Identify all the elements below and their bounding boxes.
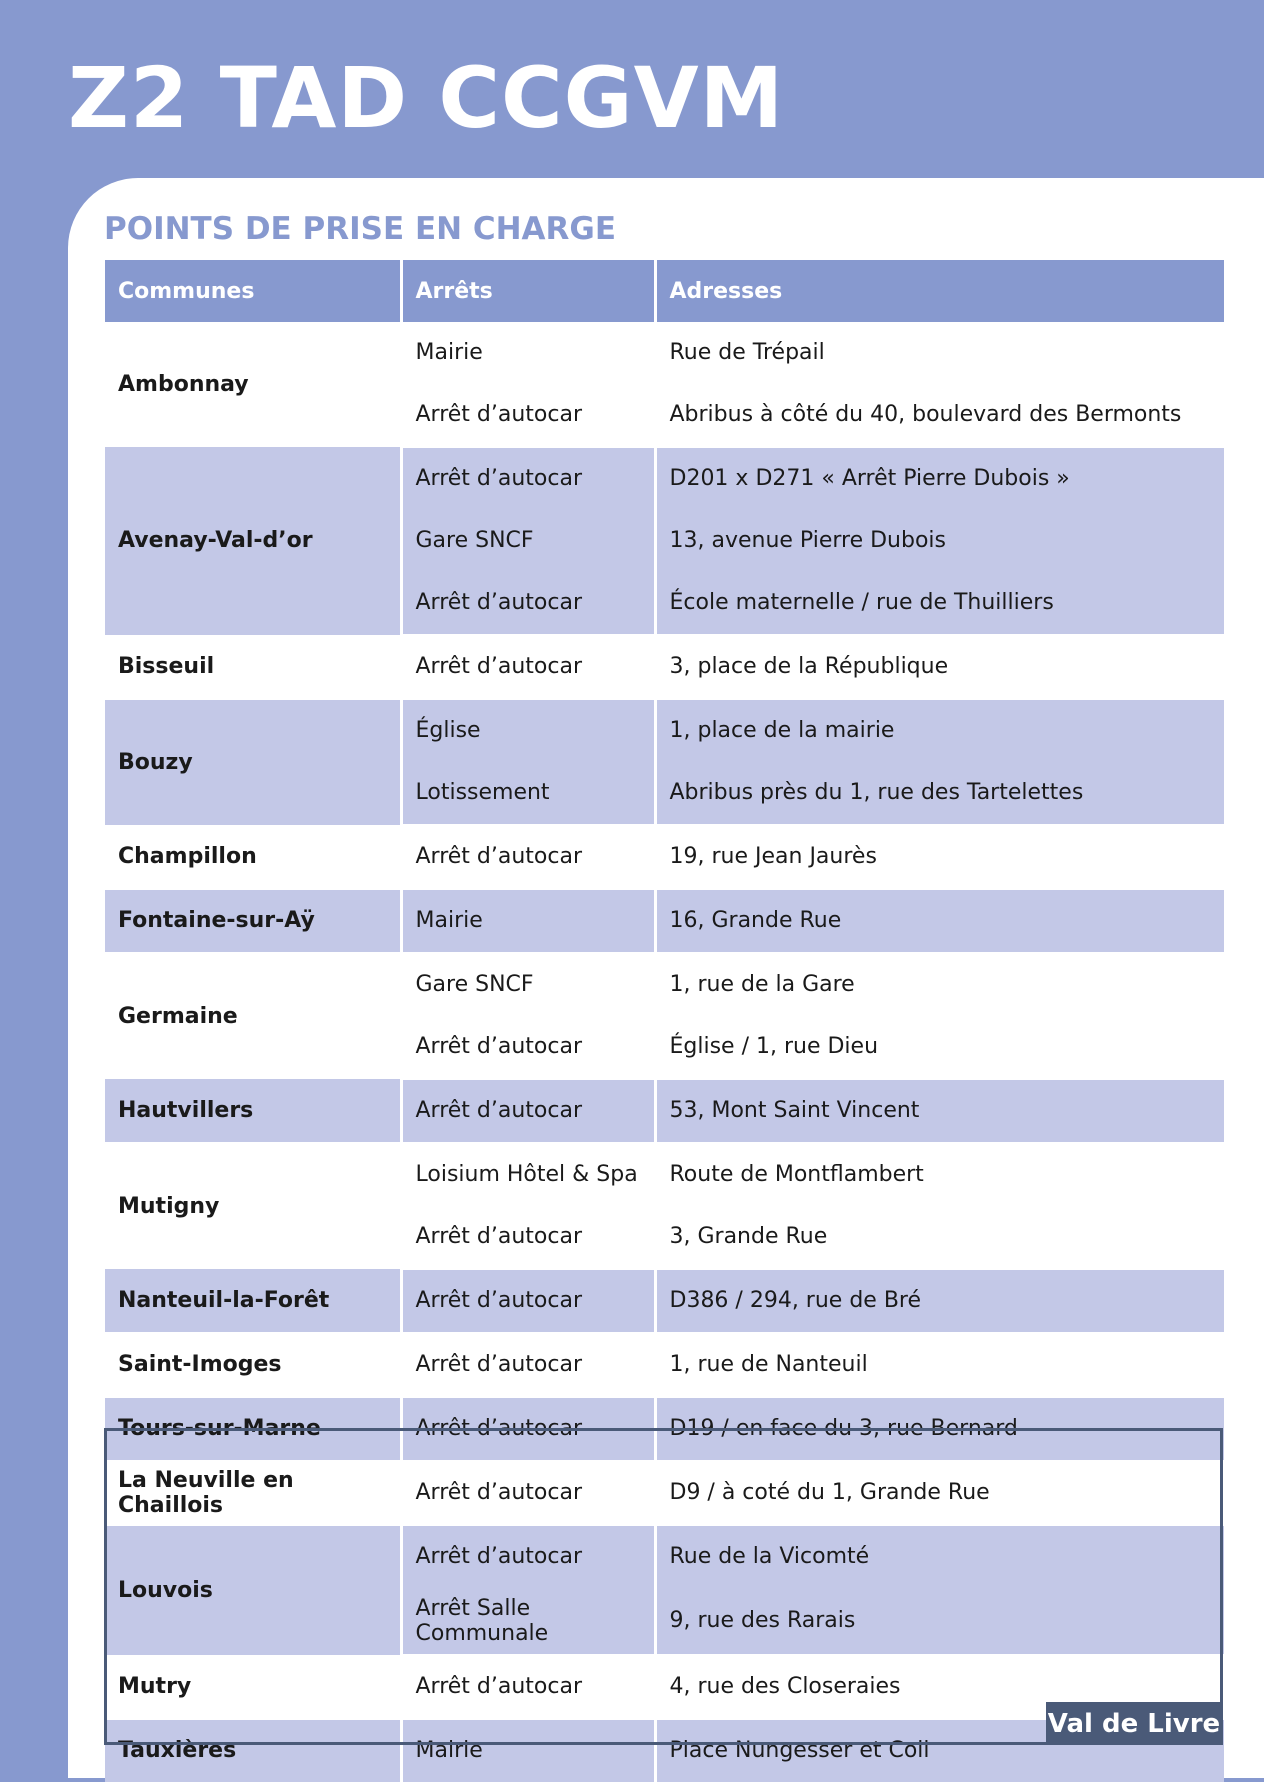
address-cell: 16, Grande Rue (655, 889, 1224, 953)
table-row (105, 1397, 1224, 1461)
commune-cell: Champillon (105, 825, 401, 889)
address-cell: D9 / à coté du 1, Grande Rue (655, 1461, 1224, 1525)
address-cell: 9, rue des Rarais (655, 1588, 1224, 1655)
address-cell: 3, place de la République (655, 635, 1224, 699)
table-row (105, 1143, 1224, 1206)
header-communes: Communes (105, 260, 401, 322)
table-row (105, 825, 1224, 889)
commune-cell: Bisseuil (105, 635, 401, 699)
stop-cell: Arrêt d’autocar (401, 1016, 655, 1079)
stop-cell: Arrêt d’autocar (401, 447, 655, 510)
stop-cell: Arrêt d’autocar (401, 635, 655, 699)
stop-cell: Arrêt d’autocar (401, 1079, 655, 1143)
table-header-row (105, 260, 1224, 322)
commune-cell: Louvois (105, 1525, 401, 1655)
stop-cell: Arrêt d’autocar (401, 1461, 655, 1525)
commune-cell: Fontaine-sur-Aÿ (105, 889, 401, 953)
address-cell: D19 / en face du 3, rue Bernard (655, 1397, 1224, 1461)
stop-cell: Arrêt d’autocar (401, 1655, 655, 1719)
address-cell: 13, avenue Pierre Dubois (655, 510, 1224, 572)
table-row (105, 1525, 1224, 1588)
address-cell: 1, rue de Nanteuil (655, 1333, 1224, 1397)
val-de-livre-badge: Val de Livre (1046, 1702, 1222, 1745)
stop-cell: Arrêt d’autocar (401, 1206, 655, 1269)
commune-cell: Saint-Imoges (105, 1333, 401, 1397)
commune-cell: Nanteuil-la-Forêt (105, 1269, 401, 1333)
table-row (105, 699, 1224, 762)
commune-cell: Mutigny (118, 1193, 220, 1219)
stop-cell: Arrêt d’autocar (401, 1333, 655, 1397)
address-cell: Place Nungesser et Coli (655, 1719, 1224, 1782)
address-cell: Route de Montflambert (655, 1143, 1224, 1206)
header-arrets: Arrêts (401, 260, 655, 322)
address-cell: D201 x D271 « Arrêt Pierre Dubois » (655, 447, 1224, 510)
address-cell: École maternelle / rue de Thuilliers (655, 572, 1224, 635)
stop-cell: Arrêt d’autocar (401, 572, 655, 635)
commune-cell: Germaine (118, 1003, 238, 1029)
commune-cell: La Neuville en Chaillois (105, 1461, 401, 1525)
section-title: POINTS DE PRISE EN CHARGE (104, 211, 617, 247)
stop-cell: Arrêt d’autocar (401, 1269, 655, 1333)
commune-cell: Ambonnay (118, 371, 249, 397)
stop-cell: Arrêt d’autocar (401, 384, 655, 447)
table-row (105, 1461, 1224, 1525)
table-row (105, 889, 1224, 953)
stop-cell: Mairie (401, 1719, 655, 1782)
address-cell: 1, place de la mairie (655, 699, 1224, 762)
address-cell: Rue de Trépail (655, 322, 1224, 384)
address-cell: Abribus près du 1, rue des Tartelettes (655, 762, 1224, 825)
stop-cell: Gare SNCF (401, 510, 655, 572)
address-cell: 53, Mont Saint Vincent (655, 1079, 1224, 1143)
address-cell: Église / 1, rue Dieu (655, 1016, 1224, 1079)
stop-cell: Mairie (401, 322, 655, 384)
stop-cell: Église (401, 699, 655, 762)
commune-cell: Tauxières (105, 1719, 401, 1782)
header-adresses: Adresses (655, 260, 1224, 322)
stop-cell: Mairie (401, 889, 655, 953)
page-title: Z2 TAD CCGVM (68, 49, 785, 147)
table-row (105, 447, 1224, 510)
stop-cell: Loisium Hôtel & Spa (401, 1143, 655, 1206)
commune-cell: Hautvillers (105, 1079, 401, 1143)
address-cell: Abribus à côté du 40, boulevard des Bermonts (655, 384, 1224, 447)
address-cell: 3, Grande Rue (655, 1206, 1224, 1269)
stop-cell: Gare SNCF (401, 953, 655, 1016)
table-row (105, 1333, 1224, 1397)
table-row (105, 635, 1224, 699)
pickup-points-table (105, 260, 1224, 1782)
address-cell: D386 / 294, rue de Bré (655, 1269, 1224, 1333)
table-row (105, 953, 1224, 1016)
commune-cell: Bouzy (105, 699, 401, 825)
commune-cell: Tours-sur-Marne (105, 1397, 401, 1461)
stop-cell: Arrêt d’autocar (401, 825, 655, 889)
address-cell: 4, rue des Closeraies (655, 1655, 1224, 1719)
table-row (105, 322, 1224, 384)
stop-cell: Arrêt d’autocar (401, 1397, 655, 1461)
address-cell: 1, rue de la Gare (655, 953, 1224, 1016)
address-cell: 19, rue Jean Jaurès (655, 825, 1224, 889)
commune-cell: Avenay-Val-d’or (105, 447, 401, 635)
stop-cell: Lotissement (401, 762, 655, 825)
table-row (105, 1079, 1224, 1143)
address-cell: Rue de la Vicomté (655, 1525, 1224, 1588)
stop-cell: Arrêt d’autocar (401, 1525, 655, 1588)
stop-cell: Arrêt Salle Communale (401, 1588, 655, 1655)
commune-cell: Mutry (105, 1655, 401, 1719)
table-row (105, 1269, 1224, 1333)
